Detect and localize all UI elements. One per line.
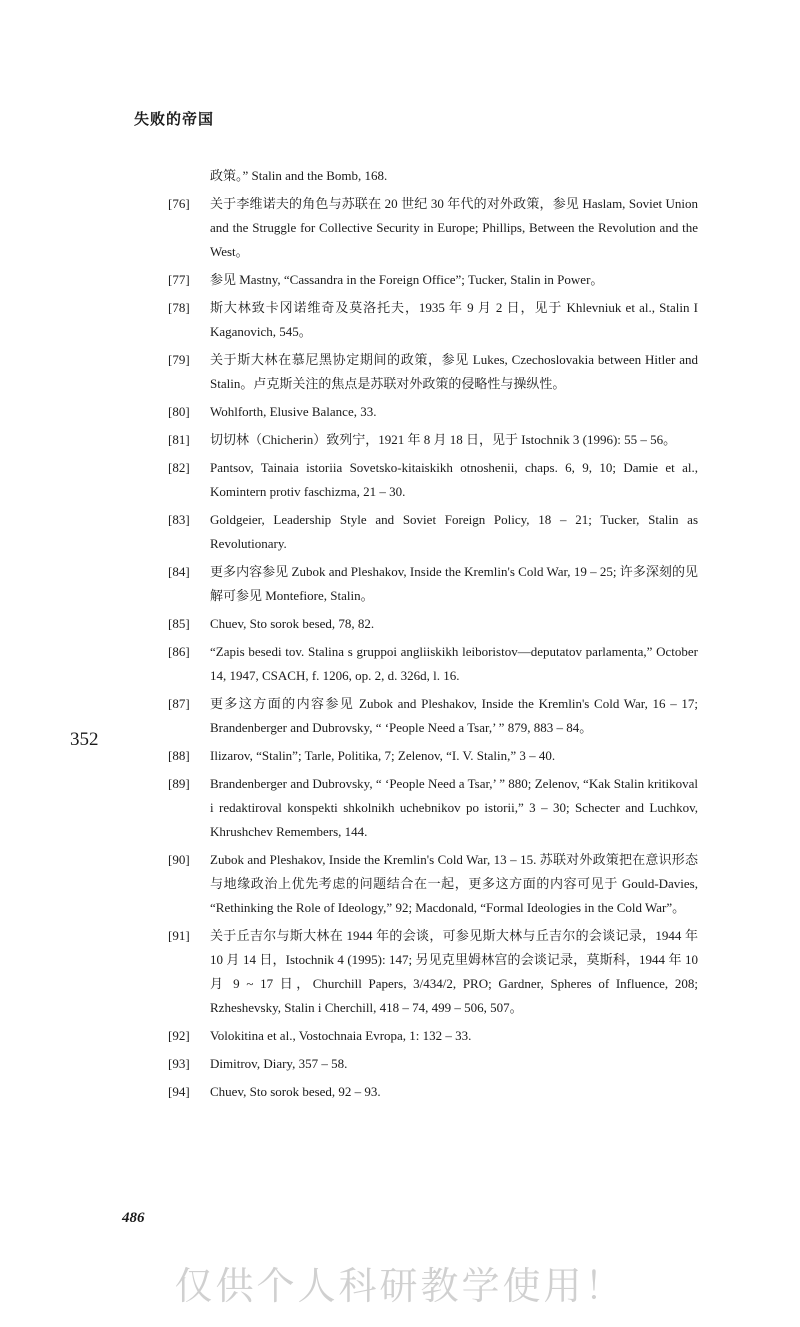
endnote-text: Zubok and Pleshakov, Inside the Kremlin's Cold War, 13 – 15. 苏联对外政策把在意识形态与地缘政治上优先考虑的问题结合在一起，更多这方面的内容可见于 Gould-Davies, “Rethinking the Role of Ideology,” 92; Macdonald, “Formal Ideologies in the Cold War”。 <box>210 852 698 915</box>
endnote <box>168 456 698 504</box>
endnote-number: [79] <box>168 352 190 367</box>
endnote <box>168 296 698 344</box>
endnote-text: Wohlforth, Elusive Balance, 33. <box>210 404 377 419</box>
endnote <box>168 1080 698 1104</box>
endnote-number: [86] <box>168 644 190 659</box>
endnotes-list <box>168 164 698 1108</box>
endnote <box>168 268 698 292</box>
endnote-number: [88] <box>168 748 190 763</box>
endnote <box>168 192 698 264</box>
endnote-number: [92] <box>168 1028 190 1043</box>
endnote <box>168 428 698 452</box>
endnote <box>168 612 698 636</box>
endnote-number: [94] <box>168 1084 190 1099</box>
endnote <box>168 640 698 688</box>
endnote-continuation <box>168 164 698 188</box>
endnote-number: [77] <box>168 272 190 287</box>
endnote-text: 参见 Mastny, “Cassandra in the Foreign Office”; Tucker, Stalin in Power。 <box>210 272 604 287</box>
endnote-text: Pantsov, Tainaia istoriia Sovetsko-kitaiskikh otnoshenii, chaps. 6, 9, 10; Damie et al., Komintern protiv faschizma, 21 – 30. <box>210 460 698 499</box>
endnote-text: 更多这方面的内容参见 Zubok and Pleshakov, Inside the Kremlin's Cold War, 16 – 17; Brandenberger and Dubrovsky, “ ‘People Need a Tsar,’ ” 879, 883 – 84。 <box>210 696 698 735</box>
endnote <box>168 744 698 768</box>
endnote-text: Chuev, Sto sorok besed, 78, 82. <box>210 616 375 631</box>
endnote-text: Volokitina et al., Vostochnaia Evropa, 1: 132 – 33. <box>210 1028 472 1043</box>
endnote-number: [85] <box>168 616 190 631</box>
endnote-text: 关于李维诺夫的角色与苏联在 20 世纪 30 年代的对外政策，参见 Haslam, Soviet Union and the Struggle for Collective Security in Europe; Phillips, Between the Revolution and the West。 <box>210 196 698 259</box>
endnote <box>168 560 698 608</box>
page-folio: 486 <box>122 1210 145 1226</box>
watermark: 仅供个人科研教学使用！ <box>174 1264 626 1308</box>
endnote-number: [78] <box>168 300 190 315</box>
endnote-text: Goldgeier, Leadership Style and Soviet Foreign Policy, 18 – 21; Tucker, Stalin as Revolutionary. <box>210 512 698 551</box>
endnote-number: [91] <box>168 928 190 943</box>
endnote-text: 切切林（Chicherin）致列宁，1921 年 8 月 18 日，见于 Istochnik 3 (1996): 55 – 56。 <box>210 432 677 447</box>
endnote-number: [80] <box>168 404 190 419</box>
endnote-text: Dimitrov, Diary, 357 – 58. <box>210 1056 348 1071</box>
endnote <box>168 508 698 556</box>
endnote-number: [82] <box>168 460 190 475</box>
endnote-number: [93] <box>168 1056 190 1071</box>
endnote-text: Chuev, Sto sorok besed, 92 – 93. <box>210 1084 381 1099</box>
endnote <box>168 1052 698 1076</box>
endnote <box>168 1024 698 1048</box>
endnote-text: “Zapis besedi tov. Stalina s gruppoi angliiskikh leiboristov—deputatov parlamenta,” October 14, 1947, CSACH, f. 1206, op. 2, d. 326d, l. 16. <box>210 644 698 683</box>
endnote <box>168 400 698 424</box>
endnote <box>168 692 698 740</box>
margin-page-number: 352 <box>70 729 99 750</box>
endnote-text: Brandenberger and Dubrovsky, “ ‘People Need a Tsar,’ ” 880; Zelenov, “Kak Stalin kritikoval i redaktiroval konspekti shkolnikh uchebnikov po istorii,” 3 – 30; Schecter and Luchkov, Khrushchev Remembers, 144. <box>210 776 698 839</box>
endnote-number: [90] <box>168 852 190 867</box>
endnote-text: 关于斯大林在慕尼黑协定期间的政策，参见 Lukes, Czechoslovakia between Hitler and Stalin。卢克斯关注的焦点是苏联对外政策的侵略性与操纵性。 <box>210 352 698 391</box>
endnote-number: [84] <box>168 564 190 579</box>
running-title: 失败的帝国 <box>134 110 215 128</box>
endnote-text: Ilizarov, “Stalin”; Tarle, Politika, 7; Zelenov, “I. V. Stalin,” 3 – 40. <box>210 748 556 763</box>
endnote-number: [89] <box>168 776 190 791</box>
endnote-text: 政策。” Stalin and the Bomb, 168. <box>210 168 388 183</box>
endnote <box>168 848 698 920</box>
endnote <box>168 348 698 396</box>
endnote-text: 更多内容参见 Zubok and Pleshakov, Inside the Kremlin's Cold War, 19 – 25; 许多深刻的见解可参见 Montefiore, Stalin。 <box>210 564 698 603</box>
endnote <box>168 772 698 844</box>
endnote <box>168 924 698 1020</box>
endnote-number: [87] <box>168 696 190 711</box>
endnote-number: [83] <box>168 512 190 527</box>
endnote-number: [76] <box>168 196 190 211</box>
endnote-text: 关于丘吉尔与斯大林在 1944 年的会谈，可参见斯大林与丘吉尔的会谈记录，1944 年 10 月 14 日，Istochnik 4 (1995): 147; 另见克里姆林宫的会谈记录，莫斯科，1944 年 10 月 9 ~ 17 日，Churchill Papers, 3/434/2, PRO; Gardner, Spheres of Influence, 208; Rzheshevsky, Stalin i Cherchill, 418 – 74, 499 – 506, 507。 <box>210 928 698 1015</box>
endnote-number: [81] <box>168 432 190 447</box>
endnote-text: 斯大林致卡冈诺维奇及莫洛托夫，1935 年 9 月 2 日，见于 Khlevniuk et al., Stalin I Kaganovich, 545。 <box>210 300 698 339</box>
